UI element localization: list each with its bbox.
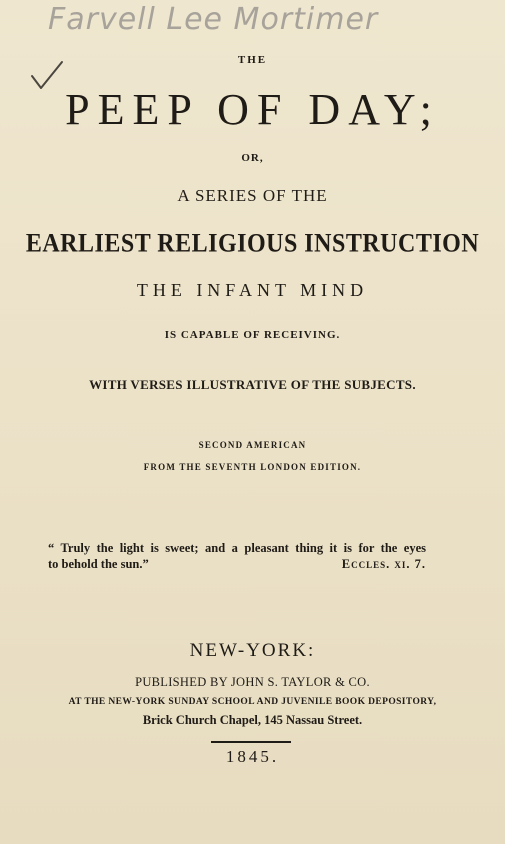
subtitle-line-2: EARLIEST RELIGIOUS INSTRUCTION	[25, 229, 480, 259]
title-conjunction: OR,	[241, 152, 264, 164]
epigraph-citation: Eccles. xi. 7.	[341, 557, 426, 571]
imprint-publisher: PUBLISHED BY JOHN S. TAYLOR & CO.	[135, 675, 370, 689]
subtitle-line-3: THE INFANT MIND	[136, 280, 369, 300]
title-article: THE	[237, 54, 268, 66]
imprint-year: 1845.	[225, 747, 280, 766]
imprint-city: NEW-YORK:	[189, 640, 316, 661]
subtitle-line-4: IS CAPABLE OF RECEIVING.	[164, 329, 341, 341]
handwritten-inscription: Farvell Lee Mortimer	[48, 2, 379, 37]
subtitle-line-5: WITH VERSES ILLUSTRATIVE OF THE SUBJECTS.	[89, 377, 416, 392]
imprint-depository: AT THE NEW-YORK SUNDAY SCHOOL AND JUVENILE BOOK DEPOSITORY,	[68, 697, 437, 707]
imprint-rule	[211, 741, 291, 743]
epigraph-text-end: to behold the sun.”	[48, 557, 149, 571]
edition-line-2: FROM THE SEVENTH LONDON EDITION.	[143, 462, 362, 472]
imprint-address: Brick Church Chapel, 145 Nassau Street.	[142, 713, 363, 727]
edition-line-1: SECOND AMERICAN	[198, 440, 307, 450]
epigraph-line-2	[48, 557, 426, 572]
subtitle-line-1: A SERIES OF THE	[177, 186, 328, 205]
epigraph-line-1: “ Truly the light is sweet; and a pleasant thing it is for the eyes	[48, 541, 426, 555]
book-title: PEEP OF DAY;	[65, 85, 440, 134]
